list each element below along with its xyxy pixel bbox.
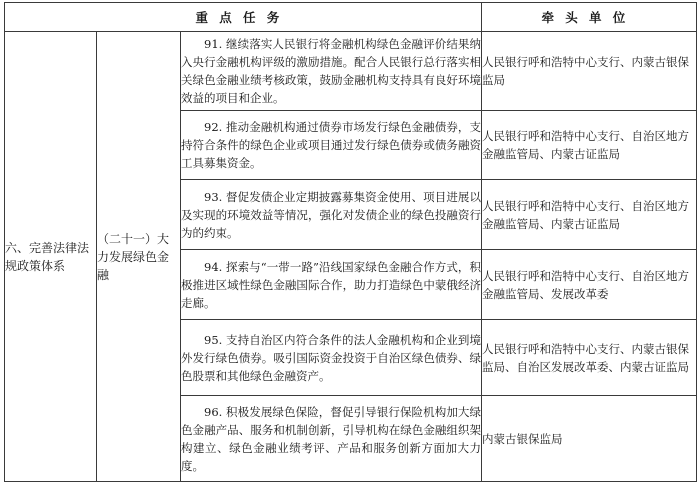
- unit-cell: 内蒙古银保监局: [482, 396, 697, 482]
- task-cell: [181, 250, 482, 320]
- subcategory-cell: （二十一）大力发展绿色金融: [97, 32, 181, 482]
- tasks-table: [4, 2, 697, 482]
- task-text: 95. 支持自治区内符合条件的法人金融机构和企业到境外发行绿色债券。吸引国际资金投资于自治区绿色债券、绿色股票和其他绿色金融资产。: [181, 332, 482, 383]
- table-row: [5, 32, 697, 111]
- task-text: 92. 推动金融机构通过债券市场发行绿色金融债券，支持符合条件的绿色企业或项目通过发行绿色债券或债务融资工具募集资金。: [181, 120, 482, 170]
- task-cell: [181, 32, 482, 111]
- unit-cell: 人民银行呼和浩特中心支行、自治区地方金融监管局、内蒙古证监局: [482, 111, 697, 180]
- task-text: 96. 积极发展绿色保险，督促引导银行保险机构加大绿色金融产品、服务和机制创新，引导机构在绿色金融组织架构建立、绿色金融业绩考评、产品和服务创新方面加大力度。: [181, 404, 482, 473]
- task-text: 93. 督促发债企业定期披露募集资金使用、项目进展以及实现的环境效益等情况，强化对发债企业的绿色投融资行为的约束。: [181, 189, 482, 240]
- category-cell: 六、完善法律法规政策体系: [5, 32, 97, 482]
- task-cell: [181, 180, 482, 250]
- header-tasks: 重点任务: [5, 3, 482, 32]
- unit-cell: 人民银行呼和浩特中心支行、自治区地方金融监管局、发展改革委: [482, 250, 697, 320]
- task-cell: [181, 396, 482, 482]
- unit-cell: 人民银行呼和浩特中心支行、内蒙古银保监局: [482, 32, 697, 111]
- table-header-row: [5, 3, 697, 32]
- unit-cell: 人民银行呼和浩特中心支行、自治区地方金融监管局、内蒙古证监局: [482, 180, 697, 250]
- task-cell: [181, 320, 482, 396]
- header-lead-unit: 牵头单位: [482, 3, 697, 32]
- unit-cell: 人民银行呼和浩特中心支行、内蒙古银保监局、自治区发展改革委、内蒙古证监局: [482, 320, 697, 396]
- task-text: 94. 探索与“一带一路”沿线国家绿色金融合作方式，积极推进区域性绿色金融国际合作，助力打造绿色中蒙俄经济走廊。: [181, 259, 482, 310]
- task-text: 91. 继续落实人民银行将金融机构绿色金融评价结果纳入央行金融机构评级的激励措施。配合人民银行总行落实相关绿色金融业绩考核政策，鼓励金融机构支持具有良好环境效益的项目和企业。: [181, 37, 482, 105]
- task-cell: [181, 111, 482, 180]
